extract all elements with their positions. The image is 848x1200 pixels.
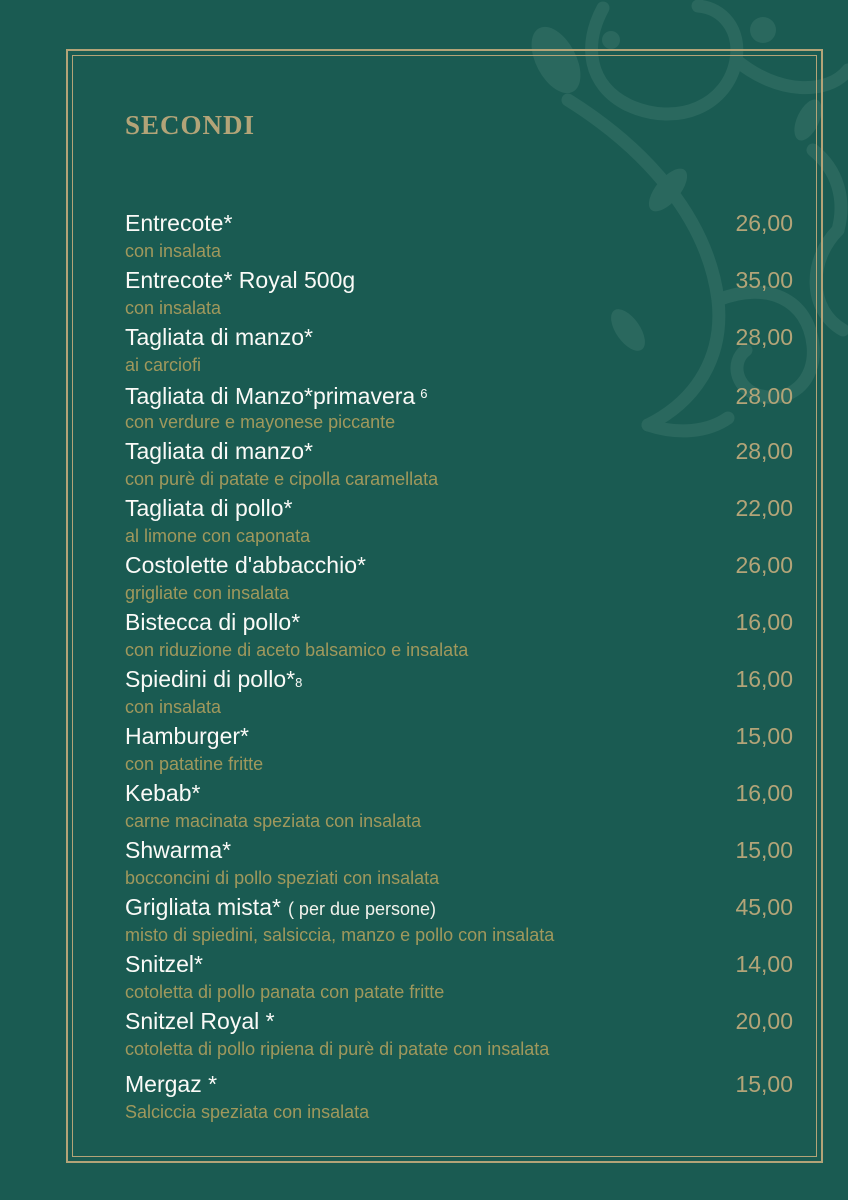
menu-item-name-row [125,834,231,866]
menu-item-name: Tagliata di manzo* [125,324,313,350]
menu-item-price: 26,00 [735,210,793,236]
menu-item-name: Tagliata di Manzo*primavera [125,383,416,409]
menu-item-price: 22,00 [735,495,793,521]
menu-item-name-row [125,435,313,467]
menu-item-price: 45,00 [735,894,793,920]
menu-item [125,264,793,321]
menu-item-name: Spiedini di pollo* [125,666,296,692]
menu-item-desc: misto di spiedini, salsiccia, manzo e pollo con insalata [125,925,555,945]
menu-item-desc: con insalata [125,697,222,717]
menu-item-name: Hamburger* [125,723,249,749]
menu-item-name-row [125,549,366,581]
menu-item-desc: con purè di patate e cipolla caramellata [125,469,439,489]
menu-item-name-row [125,264,355,296]
menu-item-desc: bocconcini di pollo speziati con insalata [125,868,440,888]
menu-item-price: 28,00 [735,438,793,464]
menu-item [125,207,793,264]
menu-item-price: 28,00 [735,324,793,350]
menu-item-name: Grigliata mista* [125,894,281,920]
menu-item-desc: con patatine fritte [125,754,264,774]
menu-item [125,891,793,948]
menu-item-name: Mergaz * [125,1071,218,1097]
menu-item-desc: con insalata [125,241,222,261]
menu-item-row [125,207,793,239]
menu-item-row [125,321,793,353]
menu-item-desc: Salciccia speziata con insalata [125,1102,370,1122]
menu-content [125,112,793,1125]
menu-item-name-row [125,378,427,412]
menu-item [125,606,793,663]
menu-item-row [125,606,793,638]
menu-item [125,663,793,720]
menu-item [125,321,793,378]
menu-item-name: Costolette d'abbacchio* [125,552,366,578]
menu-item-name: Tagliata di pollo* [125,495,293,521]
menu-item-price: 14,00 [735,951,793,977]
menu-item-name-row [125,606,300,638]
menu-item-name: Kebab* [125,780,201,806]
menu-item-name: Entrecote* [125,210,233,236]
menu-item-row [125,891,793,923]
menu-item-row [125,834,793,866]
menu-item-subscript: 8 [295,675,303,690]
menu-item-name-row [125,321,313,353]
menu-item-name-row [125,1068,217,1100]
menu-item-name: Bistecca di pollo* [125,609,301,635]
menu-list [125,207,793,1125]
menu-item-name: Snitzel Royal * [125,1008,275,1034]
menu-item [125,378,793,435]
menu-item-name-row [125,891,436,925]
menu-item [125,948,793,1005]
menu-item [125,1068,793,1125]
menu-item-desc: al limone con caponata [125,526,311,546]
menu-item-name-row [125,777,200,809]
menu-item-desc: carne macinata speziata con insalata [125,811,422,831]
menu-item-price: 20,00 [735,1008,793,1034]
menu-item-name: Tagliata di manzo* [125,438,313,464]
menu-item-row [125,435,793,467]
menu-item-name-row [125,663,302,699]
menu-item-superscript: 6 [420,386,428,401]
menu-item-name: Snitzel* [125,951,203,977]
menu-item-desc: grigliate con insalata [125,583,290,603]
menu-item [125,435,793,492]
menu-item-row [125,663,793,695]
menu-item-row [125,1068,793,1100]
menu-item-price: 15,00 [735,837,793,863]
section-title: SECONDI [125,110,256,140]
menu-item-desc: con verdure e mayonese piccante [125,412,396,432]
menu-item-name: Shwarma* [125,837,232,863]
menu-item-price: 16,00 [735,609,793,635]
menu-item [125,834,793,891]
menu-item-name-row [125,207,232,239]
menu-item [125,1005,793,1062]
menu-item-price: 15,00 [735,1071,793,1097]
menu-item-price: 16,00 [735,780,793,806]
menu-item-price: 35,00 [735,267,793,293]
menu-item-price: 28,00 [735,383,793,409]
menu-item-row [125,777,793,809]
menu-item-desc: cotoletta di pollo ripiena di purè di patate con insalata [125,1039,550,1059]
menu-item-name-row [125,492,293,524]
menu-item-row [125,264,793,296]
menu-item-row [125,378,793,410]
menu-item-name-row [125,1005,275,1037]
menu-item-row [125,720,793,752]
menu-item-name-row [125,948,203,980]
menu-item-price: 26,00 [735,552,793,578]
menu-item-row [125,549,793,581]
menu-item-name-row [125,720,249,752]
menu-item [125,492,793,549]
menu-item-desc: ai carciofi [125,355,202,375]
menu-item-row [125,1005,793,1037]
menu-item [125,720,793,777]
menu-item-desc: con riduzione di aceto balsamico e insalata [125,640,469,660]
menu-item-note: ( per due persone) [287,899,437,919]
menu-item-desc: cotoletta di pollo panata con patate fritte [125,982,445,1002]
menu-item-name: Entrecote* Royal 500g [125,267,356,293]
menu-item [125,549,793,606]
menu-item-price: 16,00 [735,666,793,692]
menu-item-desc: con insalata [125,298,222,318]
menu-item-row [125,948,793,980]
menu-item-price: 15,00 [735,723,793,749]
menu-item [125,777,793,834]
menu-item-row [125,492,793,524]
